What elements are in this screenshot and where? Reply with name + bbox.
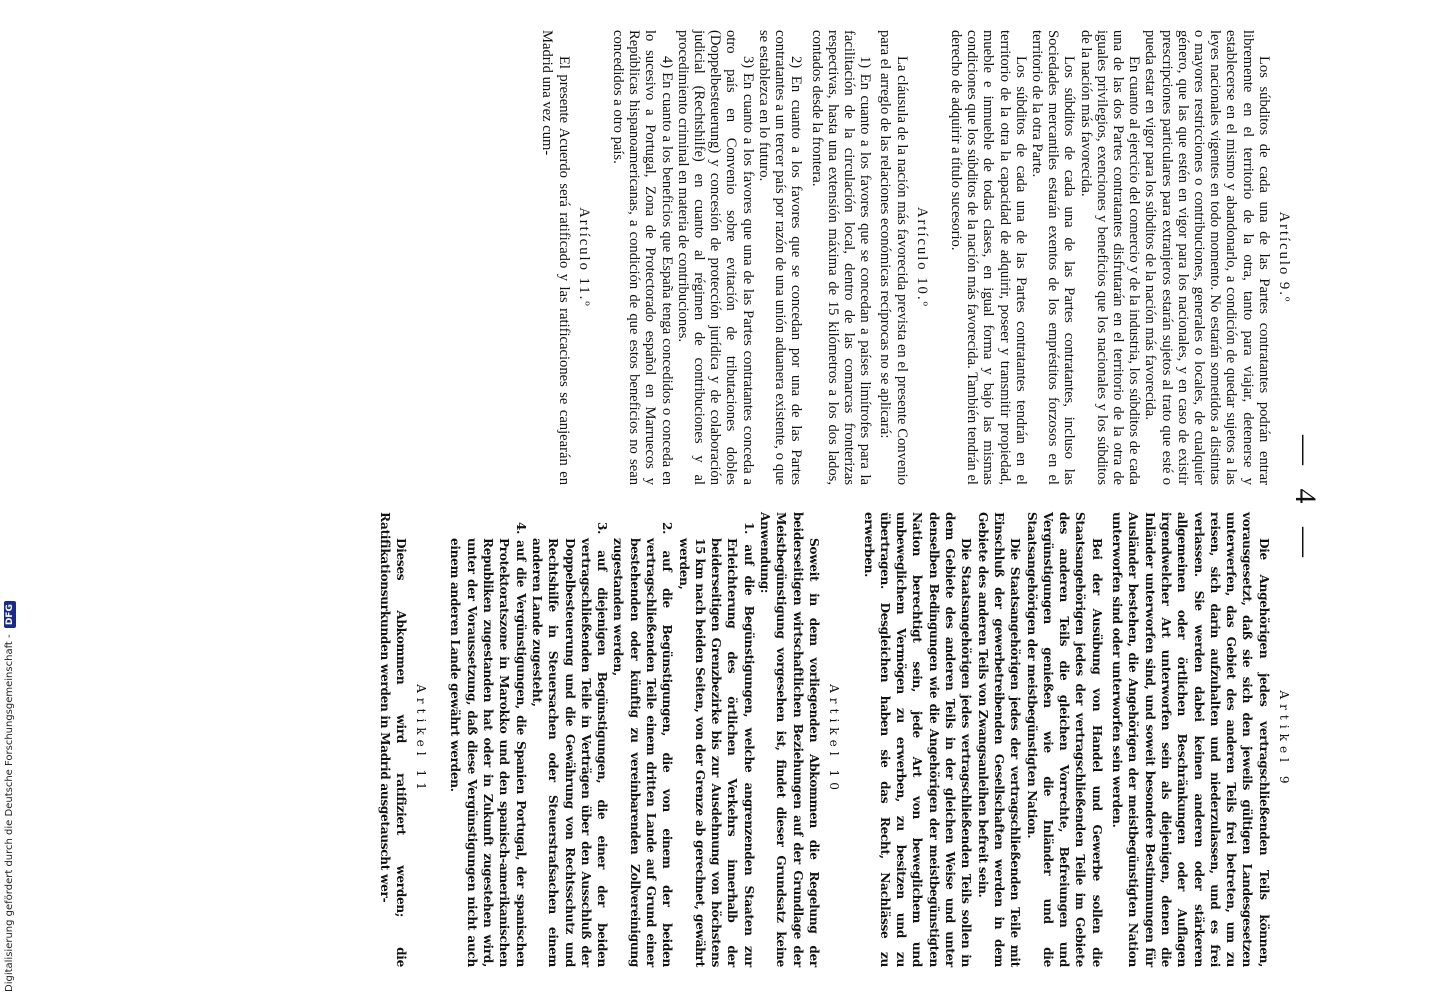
paragraph: Die Staatsangehörigen jedes der vertragschließenden Teile mit Einschluß der gewerbetreibenden Gesellschaften werden in dem Gebiete des anderen Teils von Zwangsanleihen befreit sein.: [975, 512, 1023, 967]
list-item: 2) En cuanto a los favores que se concedan por una de las Partes contratantes a un tercer país por razón de una unión aduanera existente, o que se establezca en lo futuro.: [755, 30, 805, 485]
paragraph: Bei der Ausübung von Handel und Gewerbe sollen die Staatsangehörigen jedes der vertragschließenden Teile im Gebiete des anderen Teils die gleichen Vorrechte, Befreiungen und Vergünstigungen genießen wie die Inländer und die Staatsangehörigen der meistbegünstigten Nation.: [1024, 512, 1104, 967]
paragraph: Die Angehörigen jedes vertragschließenden Teils können, vorausgesetzt, daß sie sich den jeweils gültigen Landesgesetzen unterwerfen, das Gebiet des anderen Teils frei betreten, um zu reisen, sich darin aufzuhalten und niederzulassen, und es frei verlassen. Sie werden dabei keinen anderen oder stärkeren allgemeinen oder örtlichen Beschränkungen oder Auflagen irgendwelcher Art unterworfen sein als diejenigen, denen die Inländer unterworfen sind, und soweit besondere Bestimmungen für Ausländer bestehen, die Angehörigen der meistbegünstigten Nation unterworfen sind oder unterworfen sein werden.: [1110, 512, 1271, 967]
list-item: 2. auf die Begünstigungen, die von einem der beiden vertragschließenden Teile einem dritten Lande auf Grund einer bestehenden oder künftig zu vereinbarenden Zollvereinigung zugestanden werden,: [611, 522, 675, 967]
paragraph: Dieses Abkommen wird ratifiziert werden; die Ratifikationsurkunden werden in Madrid ausgetauscht wer-: [377, 512, 408, 967]
paragraph: El presente Acuerdo será ratificado y las ratificaciones se canjearán en Madrid una vez cum-: [539, 30, 572, 485]
spanish-column: [539, 30, 1296, 485]
article-10-heading-es: Artículo 10.º: [913, 206, 930, 309]
paragraph: La cláusula de la nación más favorecida prevista en el presente Convenio para el arreglo de las relaciones económicas recíprocas no se aplicará:: [877, 30, 910, 485]
paragraph: En cuanto al ejercicio del comercio y de la industria, los súbditos de cada una de las dos Partes contratantes disfrutarán en el territorio de la otra de iguales privilegios, exenciones y beneficios que los nacionales y los súbditos de la nación más favorecida.: [1077, 30, 1143, 485]
article-11-heading-de: Artikel 11: [414, 684, 429, 795]
paragraph: Los súbditos de cada una de las Partes contratantes, incluso las Sociedades mercantiles estarán exentos de los empréstitos forzosos en el territorio de la otra Parte.: [1028, 30, 1078, 485]
credit-text: Digitalisierung gefördert durch die Deutsche Forschungsgemeinschaft -: [4, 634, 15, 992]
article-11-heading-es: Artículo 11.º: [575, 207, 592, 308]
page-number: — 4 —: [1289, 435, 1322, 565]
german-column: [376, 512, 1296, 967]
list-item: 4. auf die Vergünstigungen, die Spanien Portugal, der spanischen Protektoratszone in Marokko und den spanisch-amerikanischen Republiken zugestanden hat oder in Zukunft zugestehen wird, unter der Voraussetzung, daß diese Vergünstigungen nicht auch einem anderen Lande gewährt werden.: [448, 522, 528, 967]
list-item: 4) En cuanto a los beneficios que España tenga concedidos o conceda en lo sucesivo a Portugal, Zona de Protectorado español en Marruecos y Repúblicas hispanoamericanas, a condición de que estos beneficios no sean concedidos a otro país.: [610, 30, 675, 485]
list-item: 3. auf diejenigen Begünstigungen, die einer der beiden vertragschließenden Teile in Verträgen über den Ausschluß der Doppelbesteuerung und die Gewährung von Rechtsschutz und Rechtshilfe in Steuersachen oder Steuerstrafsachen einem anderen Lande zugesteht,: [529, 522, 610, 967]
paragraph: Die Staatsangehörigen jedes vertragschließenden Teils sollen in dem Gebiete des anderen Teils in der gleichen Weise und unter denselben Bedingungen wie die Angehörigen der meistbegünstigten Nation berechtigt sein, jede Art von beweglichem und unbeweglichem Vermögen zu erwerben, zu besitzen und zu übertragen. Desgleichen haben sie das Recht, Nachlässe zu erwerben.: [861, 512, 974, 967]
list-item: 1) En cuanto a los favores que se concedan a países limítrofes para la facilitación de la circulación local, dentro de las comarcas fronterizas respectivas, hasta una extensión máxima de 15 kilómetros a los dos lados, contados desde la frontera.: [808, 30, 874, 485]
paragraph: Los súbditos de cada una de las Partes contratantes podrán entrar libremente en el territorio de la otra, tanto para viajar, detenerse y establecerse en el mismo y abandonarlo, a condición de quedar sujetos a las leyes nacionales vigentes en todo momento. No estarán sometidos a distintas o mayores restricciones o contribuciones, generales o locales, de cualquier género, que las que estén en vigor para los nacionales, y en caso de existir prescripciones particulares para extranjeros estarán sujetos al trato que esté o pueda estar en vigor para los súbditos de la nación más favorecida.: [1142, 30, 1272, 485]
dfg-logo-icon: DFG: [4, 601, 16, 628]
article-9-heading-es: Artículo 9.º: [1276, 211, 1292, 304]
list-item: 1. auf die Begünstigungen, welche angrenzenden Staaten zur Erleichterung des örtlichen Verkehrs innerhalb der beiderseitigen Grenzbezirke bis zur Ausdehnung von höchstens 15 km nach beiden Seiten, von der Grenze ab gerechnet, gewährt werden,: [676, 522, 756, 967]
list-item: 3) En cuanto a los favores que una de las Partes contratantes conceda a otro país en Convenio sobre evitación de tributaciones dobles (Doppelbesteuerung) y concesión de protección jurídica y de colaboración judicial (Rechtshilfe) en cuanto al régimen de contribuciones y al procedimiento criminal en materia de contribuciones.: [674, 30, 756, 485]
article-10-heading-de: Artikel 10: [827, 684, 842, 795]
article-9-heading-de: Artikel 9: [1277, 690, 1291, 789]
paragraph: Soweit in dem vorliegenden Abkommen die Regelung der beiderseitigen wirtschaftlichen Beziehungen auf der Grundlage der Meistbegünstigung vorgesehen ist, findet dieser Grundsatz keine Anwendung:: [758, 512, 821, 967]
paragraph: Los súbditos de cada una de las Partes contratantes tendrán en el territorio de la otra la capacidad de adquirir, poseer y transmitir propiedad, mueble e inmueble de todas clases, en igual forma y bajo las mismas condiciones que los súbditos de la nación más favorecida. También tendrán el derecho de adquirir a título sucesorio.: [947, 30, 1029, 485]
digitization-credit: [4, 600, 16, 992]
